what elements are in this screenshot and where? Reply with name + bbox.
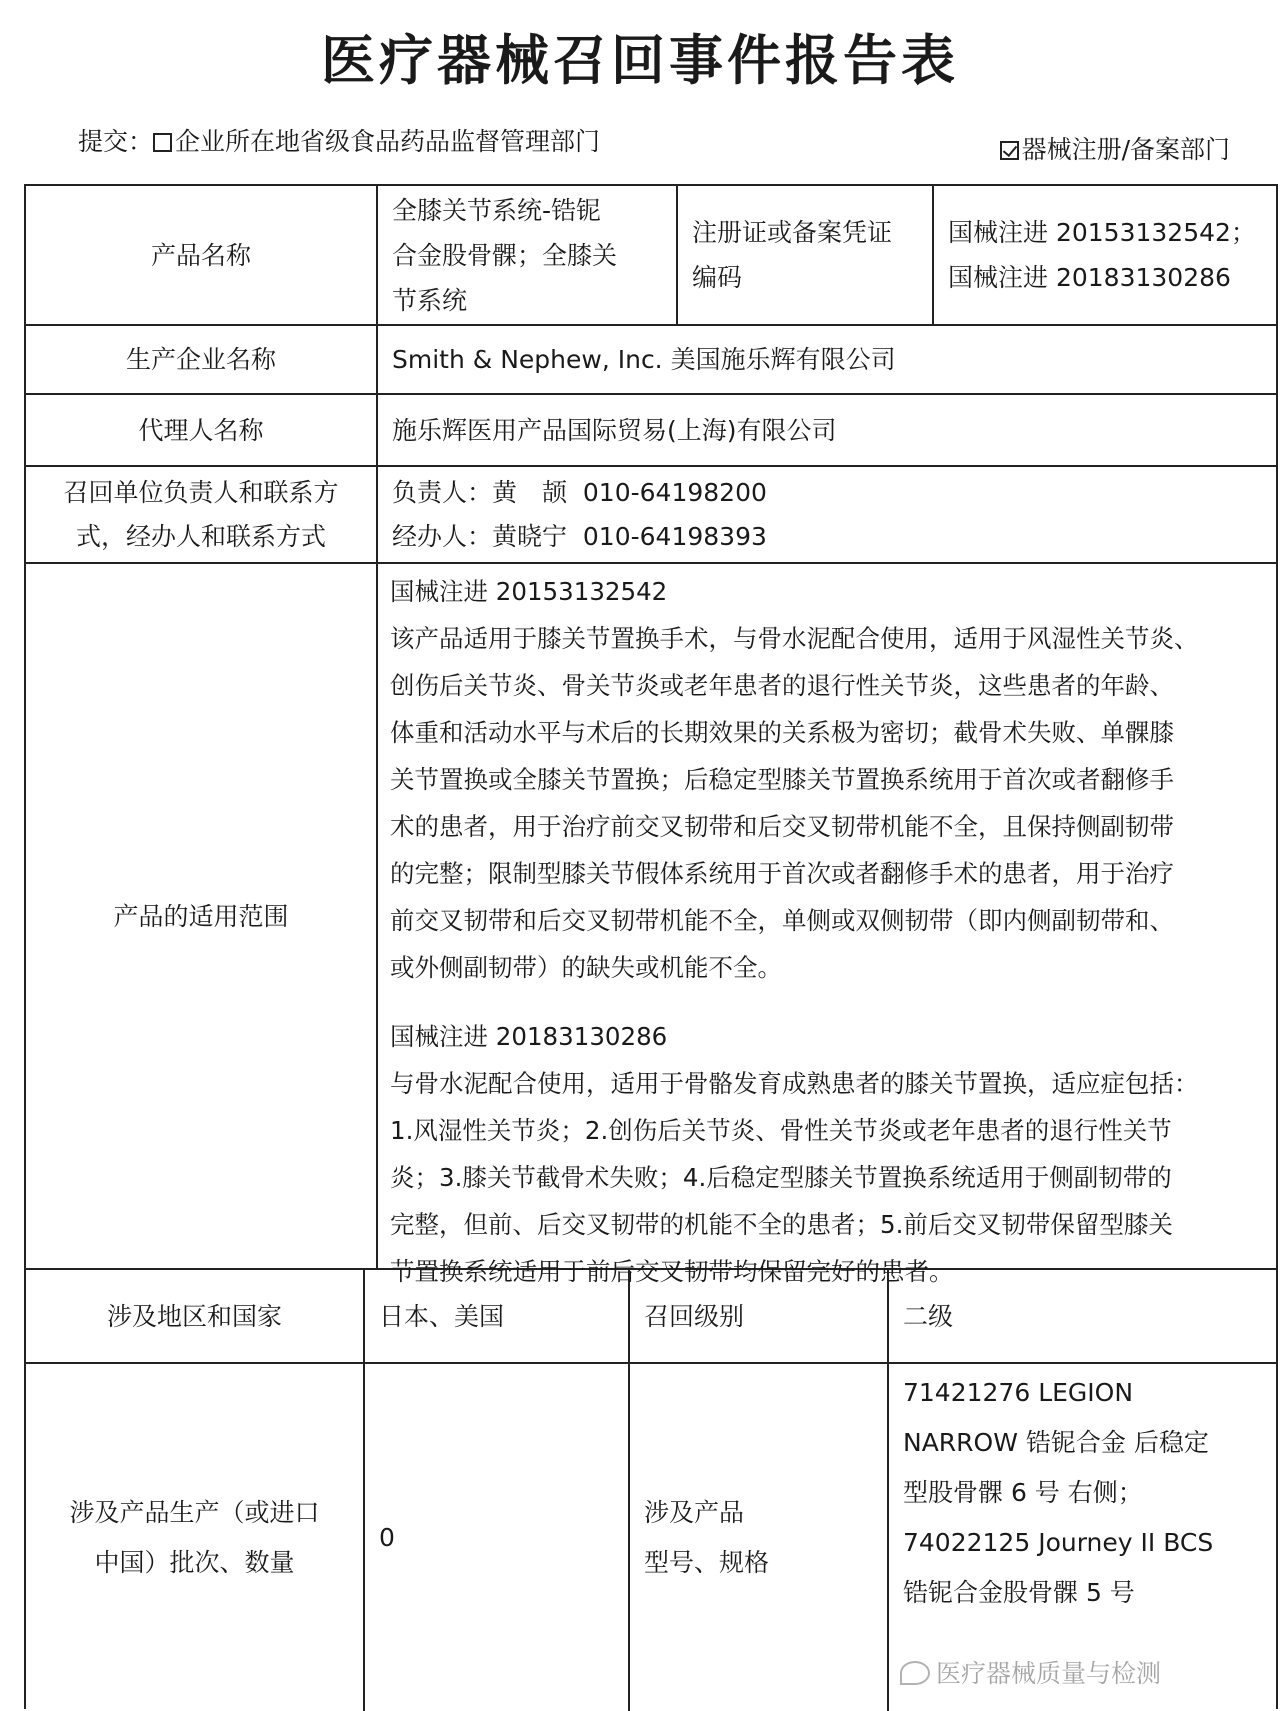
- scope-line: 完整，但前、后交叉韧带的机能不全的患者；5.前后交叉韧带保留型膝关: [390, 1210, 1173, 1239]
- label-product-name: [26, 186, 378, 324]
- scope-line: 国械注进 20153132542: [390, 577, 668, 606]
- label-text: 产品名称: [150, 240, 251, 270]
- value-text: 二级: [903, 1301, 954, 1331]
- scope-line: 前交叉韧带和后交叉韧带机能不全，单侧或双侧韧带（即内侧副韧带和、: [390, 906, 1174, 935]
- checkbox-registration-dept[interactable]: [1000, 141, 1019, 160]
- value-product-name: [378, 186, 678, 324]
- model-value-line: 型股骨髁 6 号 右侧；: [903, 1478, 1143, 1507]
- watermark: [900, 1654, 1161, 1690]
- value-text: 施乐辉医用产品国际贸易(上海)有限公司: [392, 415, 837, 445]
- row-product-name: [26, 186, 1276, 326]
- wechat-icon: [900, 1661, 930, 1685]
- value-registration-code: [934, 186, 1276, 324]
- value-recall-level: [889, 1270, 1276, 1362]
- row-region: [26, 1270, 1276, 1364]
- scope-text: [378, 564, 1213, 1295]
- contact-label-line: 式，经办人和联系方式: [75, 521, 326, 551]
- contact-value-line: 经办人：黄晓宁 010-64198393: [392, 521, 767, 551]
- scope-line: 关节置换或全膝关节置换；后稳定型膝关节置换系统用于首次或者翻修手: [390, 765, 1174, 794]
- scope-line: 体重和活动水平与术后的长期效果的关系极为密切；截骨术失败、单髁膝: [390, 718, 1174, 747]
- scope-line: 术的患者，用于治疗前交叉韧带和后交叉韧带机能不全，且保持侧副韧带: [390, 812, 1174, 841]
- product-name-line: 合金股骨髁；全膝关: [392, 240, 618, 270]
- report-table: [24, 184, 1278, 1709]
- page-title: 医疗器械召回事件报告表: [321, 28, 959, 92]
- row-agent: [26, 395, 1276, 467]
- scope-line: 创伤后关节炎、骨关节炎或老年患者的退行性关节炎，这些患者的年龄、: [390, 671, 1174, 700]
- contact-value-line: 负责人：黄 颉 010-64198200: [392, 477, 767, 507]
- row-contact: [26, 467, 1276, 564]
- model-value-line: 锆铌合金股骨髁 5 号: [903, 1578, 1135, 1607]
- scope-line: 该产品适用于膝关节置换手术，与骨水泥配合使用，适用于风湿性关节炎、: [390, 624, 1199, 653]
- row-manufacturer: [26, 326, 1276, 395]
- scope-line: 的完整；限制型膝关节假体系统用于首次或者翻修手术的患者，用于治疗: [390, 859, 1174, 888]
- model-value-line: 71421276 LEGION: [903, 1378, 1134, 1407]
- label-contact: [26, 467, 378, 562]
- label-registration-code: [678, 186, 934, 324]
- submit-right: [1000, 130, 1230, 166]
- label-scope: [26, 564, 378, 1268]
- row-scope: [26, 564, 1276, 1286]
- product-name-line: 节系统: [392, 285, 468, 315]
- value-agent: [378, 395, 1276, 465]
- model-value-line: NARROW 锆铌合金 后稳定: [903, 1428, 1209, 1457]
- value-scope: [378, 564, 1276, 1286]
- submit-prefix: 提交：: [78, 127, 154, 156]
- model-label-line: 型号、规格: [644, 1547, 770, 1577]
- value-batch: [365, 1364, 630, 1711]
- watermark-text: 医疗器械质量与检测: [936, 1659, 1162, 1688]
- label-text: 产品的适用范围: [113, 901, 289, 931]
- value-contact: [378, 467, 1276, 562]
- scope-line: 1.风湿性关节炎；2.创伤后关节炎、骨性关节炎或老年患者的退行性关节: [390, 1116, 1172, 1145]
- product-name-line: 全膝关节系统-锆铌: [392, 195, 602, 225]
- contact-label-line: 召回单位负责人和联系方: [63, 477, 339, 507]
- label-agent: [26, 395, 378, 465]
- batch-label-line: 涉及产品生产（或进口: [69, 1497, 320, 1527]
- label-text: 生产企业名称: [125, 345, 276, 374]
- value-region: [365, 1270, 630, 1362]
- scope-line: 节置换系统适用于前后交叉韧带均保留完好的患者。: [390, 1257, 954, 1286]
- batch-label-line: 中国）批次、数量: [94, 1547, 295, 1577]
- label-text: 代理人名称: [138, 415, 264, 445]
- scope-line: 与骨水泥配合使用，适用于骨骼发育成熟患者的膝关节置换，适应症包括：: [390, 1069, 1199, 1098]
- scope-line: 或外侧副韧带）的缺失或机能不全。: [390, 953, 782, 982]
- scope-line: 国械注进 20183130286: [390, 1022, 668, 1051]
- model-label-line: 涉及产品: [644, 1497, 745, 1527]
- label-recall-level: [630, 1270, 889, 1362]
- label-batch: [26, 1364, 365, 1711]
- label-region: [26, 1270, 365, 1362]
- reg-label-line: 编码: [692, 263, 743, 292]
- reg-label-line: 注册证或备案凭证: [692, 218, 893, 247]
- value-text: 日本、美国: [379, 1301, 505, 1331]
- value-manufacturer: [378, 326, 1276, 393]
- option-registration-dept-label: 器械注册/备案部门: [1021, 135, 1230, 164]
- label-model-spec: [630, 1364, 889, 1711]
- scope-line: 炎；3.膝关节截骨术失败；4.后稳定型膝关节置换系统适用于侧副韧带的: [390, 1163, 1172, 1192]
- label-manufacturer: [26, 326, 378, 393]
- reg-value-line: 国械注进 20153132542；: [948, 218, 1256, 247]
- label-text: 召回级别: [644, 1301, 745, 1331]
- value-text: Smith & Nephew, Inc. 美国施乐辉有限公司: [392, 345, 896, 374]
- reg-value-line: 国械注进 20183130286: [948, 263, 1231, 292]
- option-provincial-dept-label: 企业所在地省级食品药品监督管理部门: [175, 127, 601, 156]
- checkbox-provincial-dept[interactable]: [153, 133, 172, 152]
- value-text: 0: [379, 1523, 395, 1552]
- label-text: 涉及地区和国家: [106, 1301, 282, 1331]
- model-value-line: 74022125 Journey II BCS: [903, 1528, 1214, 1557]
- submit-line: [78, 122, 600, 158]
